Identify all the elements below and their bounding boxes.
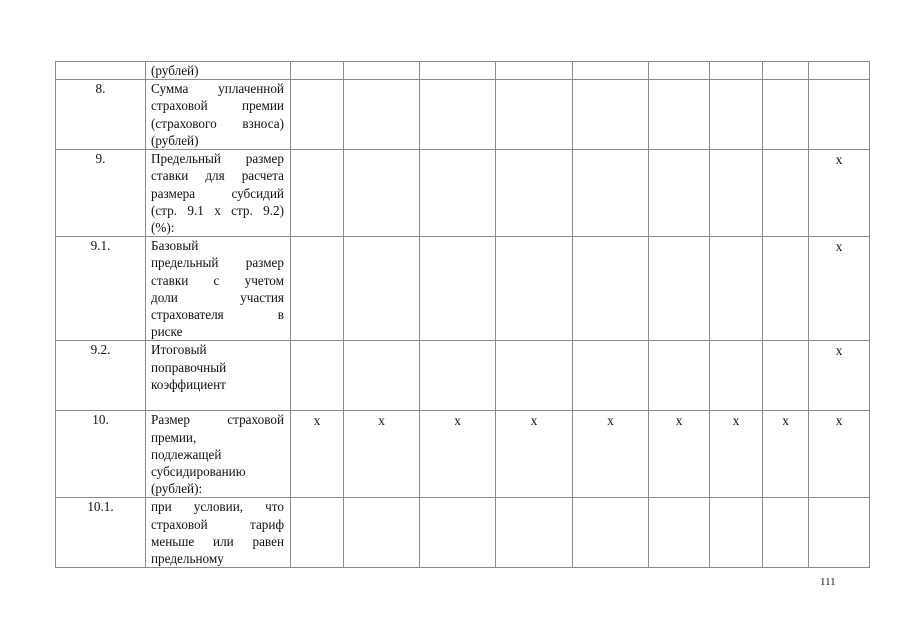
value-cell — [344, 62, 420, 80]
value-cell — [763, 341, 809, 411]
description-line: размера субсидий — [151, 185, 284, 201]
description-line: коэффициент — [151, 376, 226, 392]
description-line: премии, — [151, 429, 197, 445]
description-line: ставки с учетом — [151, 272, 284, 288]
description-line: страхователя в — [151, 307, 284, 323]
value-cell — [809, 341, 870, 411]
value-cell — [420, 80, 496, 150]
value-cell — [496, 237, 573, 341]
value-cell — [420, 341, 496, 411]
description-line: ставки для расчета — [151, 168, 284, 184]
description-line: подлежащей — [151, 446, 222, 462]
value-cell — [573, 411, 649, 498]
cell-value: х — [607, 413, 614, 429]
value-cell — [573, 341, 649, 411]
row-number: 9. — [56, 150, 146, 237]
description-line: поправочный — [151, 359, 227, 375]
value-cell — [763, 237, 809, 341]
value-cell — [649, 498, 710, 568]
value-cell — [649, 341, 710, 411]
description-line: (рублей) — [151, 63, 199, 78]
value-cell — [420, 237, 496, 341]
row-description — [146, 341, 291, 411]
page-number: 111 — [820, 576, 836, 588]
value-cell — [809, 80, 870, 150]
row-number: 8. — [56, 80, 146, 150]
row-description — [146, 80, 291, 150]
description-line: (страхового взноса) — [151, 115, 284, 131]
cell-value: х — [378, 413, 385, 429]
value-cell — [710, 498, 763, 568]
cell-value: х — [835, 413, 843, 429]
row-number: 9.2. — [56, 341, 146, 411]
value-cell — [649, 80, 710, 150]
value-cell — [420, 150, 496, 237]
value-cell — [763, 62, 809, 80]
description-line: Итоговый — [151, 342, 207, 358]
value-cell — [496, 80, 573, 150]
description-line: меньше или равен — [151, 533, 284, 549]
table-row — [56, 498, 870, 568]
value-cell — [649, 237, 710, 341]
value-cell — [420, 411, 496, 498]
value-cell — [344, 237, 420, 341]
table-row — [56, 237, 870, 341]
description-line: Сумма уплаченной — [151, 81, 284, 97]
cell-value: х — [675, 413, 683, 429]
value-cell — [649, 411, 710, 498]
value-cell — [291, 341, 344, 411]
table-row — [56, 150, 870, 237]
row-number: 10.1. — [56, 498, 146, 568]
description-line: (рублей): — [151, 481, 203, 497]
description-line: предельный размер — [151, 255, 284, 271]
value-cell — [809, 150, 870, 237]
value-cell — [573, 62, 649, 80]
value-cell — [710, 341, 763, 411]
document-table — [55, 61, 870, 568]
value-cell — [291, 498, 344, 568]
value-cell — [344, 80, 420, 150]
cell-value: х — [835, 343, 843, 359]
value-cell — [649, 62, 710, 80]
cell-value: х — [732, 413, 740, 429]
value-cell — [344, 341, 420, 411]
value-cell — [291, 62, 344, 80]
value-cell — [649, 150, 710, 237]
value-cell — [573, 80, 649, 150]
description-line: (рублей) — [151, 132, 199, 148]
row-number: 10. — [56, 411, 146, 498]
cell-value: х — [454, 413, 461, 429]
value-cell — [710, 80, 763, 150]
value-cell — [763, 80, 809, 150]
row-number: 9.1. — [56, 237, 146, 341]
description-line: доли участия — [151, 289, 284, 305]
value-cell — [496, 411, 573, 498]
row-description — [146, 411, 291, 498]
value-cell — [420, 62, 496, 80]
value-cell — [420, 498, 496, 568]
value-cell — [291, 411, 344, 498]
cell-value: х — [782, 413, 789, 429]
cell-value: х — [530, 413, 538, 429]
value-cell — [809, 411, 870, 498]
row-number — [56, 62, 146, 80]
value-cell — [291, 237, 344, 341]
description-line: (%): — [151, 220, 175, 236]
description-line: страховой премии — [151, 98, 284, 114]
value-cell — [763, 498, 809, 568]
value-cell — [344, 150, 420, 237]
description-line: страховой тариф — [151, 516, 284, 532]
value-cell — [710, 237, 763, 341]
description-line: (стр. 9.1 х стр. 9.2) — [151, 202, 284, 218]
value-cell — [344, 411, 420, 498]
cell-value: х — [835, 152, 843, 168]
table-body — [56, 62, 870, 568]
description-line: субсидированию — [151, 464, 246, 480]
value-cell — [809, 62, 870, 80]
row-description — [146, 62, 291, 80]
table-row — [56, 411, 870, 498]
row-description — [146, 237, 291, 341]
table-row — [56, 80, 870, 150]
value-cell — [496, 341, 573, 411]
value-cell — [763, 150, 809, 237]
row-description — [146, 150, 291, 237]
value-cell — [809, 498, 870, 568]
value-cell — [496, 498, 573, 568]
description-line: предельному — [151, 551, 224, 567]
description-line: риске — [151, 324, 183, 340]
value-cell — [573, 237, 649, 341]
cell-value: х — [835, 239, 843, 255]
row-description — [146, 498, 291, 568]
value-cell — [291, 150, 344, 237]
table-row — [56, 62, 870, 80]
value-cell — [496, 62, 573, 80]
description-line: Базовый — [151, 238, 199, 254]
value-cell — [291, 80, 344, 150]
value-cell — [573, 498, 649, 568]
table-row — [56, 341, 870, 411]
value-cell — [710, 150, 763, 237]
value-cell — [710, 411, 763, 498]
value-cell — [710, 62, 763, 80]
cell-value: х — [313, 413, 321, 429]
value-cell — [344, 498, 420, 568]
description-line: Размер страховой — [151, 412, 284, 428]
value-cell — [496, 150, 573, 237]
value-cell — [809, 237, 870, 341]
description-line: при условии, что — [151, 499, 284, 515]
description-line: Предельный размер — [151, 151, 284, 167]
value-cell — [573, 150, 649, 237]
value-cell — [763, 411, 809, 498]
